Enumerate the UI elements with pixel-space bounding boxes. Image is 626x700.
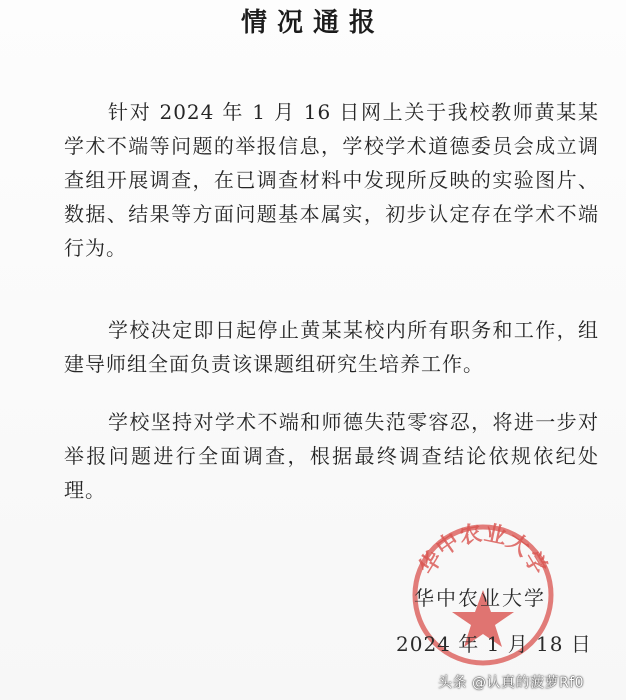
signature-date: 2024 年 1 月 18 日 <box>396 632 592 656</box>
paragraph-2: 学校决定即日起停止黄某某校内所有职务和工作，组建导师组全面负责该课题组研究生培养工作。 <box>64 318 599 376</box>
paragraph-3: 学校坚持对学术不端和师德失范零容忍，将进一步对举报问题进行全面调查，根据最终调查结论依规依纪处理。 <box>64 410 599 502</box>
signature-organization: 华中农业大学 <box>414 586 546 610</box>
watermark-text: 头条 @认真的菠萝Rf0 <box>438 675 585 691</box>
paragraph-1: 针对 2024 年 1 月 16 日网上关于我校教师黄某某学术不端等问题的举报信息，学校学术道德委员会成立调查组开展调查，在已调查材料中发现所反映的实验图片、数据、结果等方面问题基本属实，初步认定存在学术不端行为。 <box>64 100 599 260</box>
seal-text: 华中农业大学 <box>414 520 552 579</box>
document-title: 情况通报 <box>240 8 385 38</box>
